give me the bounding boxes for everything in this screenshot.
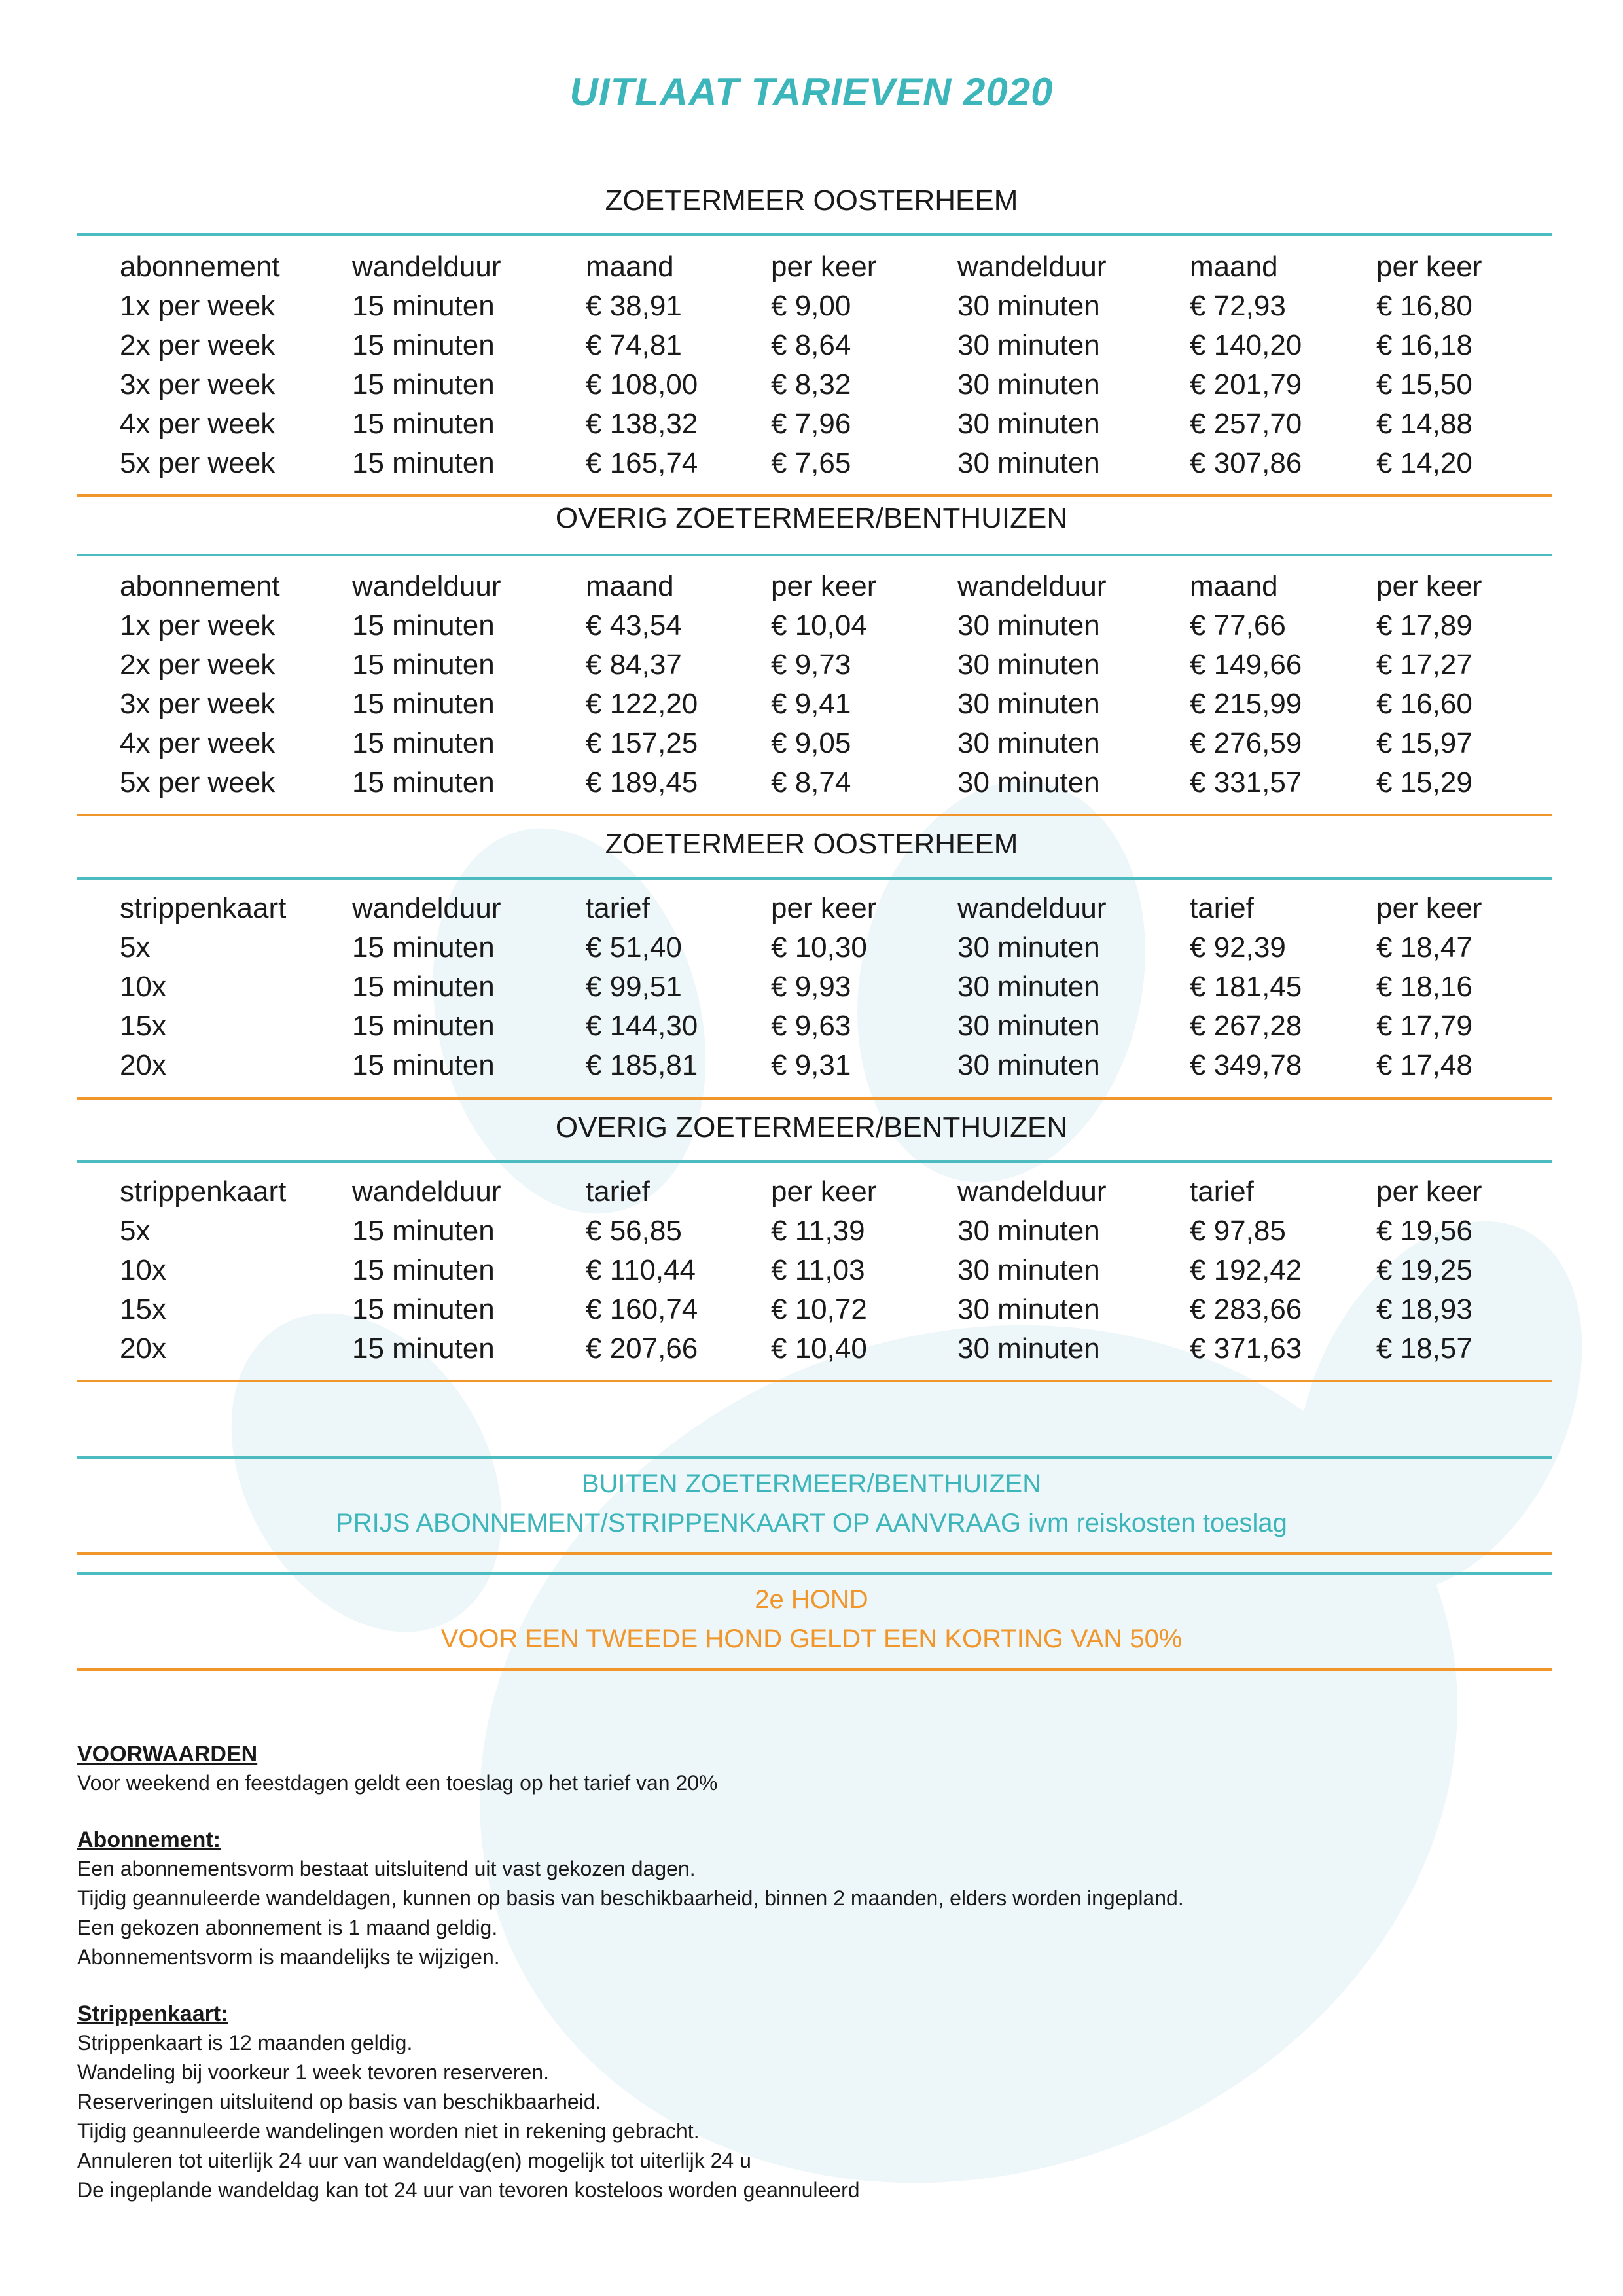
page-title: UITLAAT TARIEVEN 2020 <box>569 70 1054 114</box>
table-cell: € 9,31 <box>771 1049 851 1081</box>
table-cell: 15 minuten <box>352 688 495 720</box>
table-cell: € 51,40 <box>586 931 682 963</box>
column-header: wandelduur <box>957 1175 1107 1208</box>
table-cell: € 17,48 <box>1376 1049 1472 1081</box>
table-cell: 5x per week <box>120 766 276 798</box>
table-cell: 1x per week <box>120 609 276 641</box>
table-cell: € 9,73 <box>771 649 851 681</box>
table-cell: 15 minuten <box>352 766 495 798</box>
table-cell: € 349,78 <box>1190 1049 1302 1081</box>
outside-area-text: PRIJS ABONNEMENT/STRIPPENKAART OP AANVRAAG ivm reiskosten toeslag <box>336 1509 1287 1537</box>
column-header: maand <box>586 570 674 602</box>
table-cell: € 11,03 <box>771 1254 865 1286</box>
table-cell: € 10,72 <box>771 1293 867 1325</box>
table-cell: 30 minuten <box>957 727 1100 759</box>
column-header: wandelduur <box>352 570 501 602</box>
table-cell: € 18,93 <box>1376 1293 1472 1325</box>
table-row <box>120 606 1507 645</box>
table-cell: € 283,66 <box>1190 1293 1302 1325</box>
table-row <box>120 685 1507 724</box>
table-header-row <box>120 247 1507 287</box>
strip-table <box>120 889 1507 1085</box>
table-cell: € 38,91 <box>586 290 682 322</box>
table-row <box>120 1007 1507 1046</box>
table-header-row <box>120 567 1507 606</box>
table-cell: € 215,99 <box>1190 688 1302 720</box>
table-cell: 15 minuten <box>352 727 495 759</box>
table-cell: 10x <box>120 1254 166 1286</box>
voorwaarden-heading: VOORWAARDEN <box>77 1742 258 1767</box>
table-row <box>120 967 1507 1007</box>
table-cell: € 276,59 <box>1190 727 1302 759</box>
column-header: wandelduur <box>957 892 1107 924</box>
column-header: abonnement <box>120 251 280 283</box>
table-cell: 30 minuten <box>957 408 1100 440</box>
table-cell: 30 minuten <box>957 1049 1100 1081</box>
column-header: per keer <box>771 892 877 924</box>
table-cell: € 14,88 <box>1376 408 1472 440</box>
table-cell: € 17,79 <box>1376 1010 1472 1042</box>
table-cell: 5x <box>120 931 151 963</box>
condition-line: Annuleren tot uiterlijk 24 uur van wandeldag(en) mogelijk tot uiterlijk 24 u <box>77 2149 751 2172</box>
table-row <box>120 724 1507 763</box>
table-cell: € 138,32 <box>586 408 698 440</box>
divider <box>77 1456 1552 1459</box>
table-cell: € 257,70 <box>1190 408 1302 440</box>
table-cell: € 10,04 <box>771 609 867 641</box>
table-cell: € 19,56 <box>1376 1215 1472 1247</box>
table-cell: € 14,20 <box>1376 447 1472 479</box>
table-cell: 30 minuten <box>957 290 1100 322</box>
table-cell: 30 minuten <box>957 1293 1100 1325</box>
divider <box>77 494 1552 497</box>
column-header: tarief <box>586 892 650 924</box>
table-cell: 30 minuten <box>957 447 1100 479</box>
table-cell: 4x per week <box>120 727 276 759</box>
table-cell: 30 minuten <box>957 971 1100 1003</box>
column-header: maand <box>1190 570 1278 602</box>
column-header: per keer <box>1376 892 1482 924</box>
table-cell: 30 minuten <box>957 1254 1100 1286</box>
table-cell: € 181,45 <box>1190 971 1302 1003</box>
column-header: per keer <box>1376 1175 1482 1208</box>
table-cell: 1x per week <box>120 290 276 322</box>
table-cell: € 149,66 <box>1190 649 1302 681</box>
table-cell: € 84,37 <box>586 649 682 681</box>
rate-table <box>120 567 1507 802</box>
table-cell: 5x <box>120 1215 151 1247</box>
column-header: strippenkaart <box>120 892 287 924</box>
divider <box>77 877 1552 880</box>
column-header: wandelduur <box>957 570 1107 602</box>
table-cell: € 9,41 <box>771 688 851 720</box>
table-cell: 2x per week <box>120 649 276 681</box>
table-cell: 15 minuten <box>352 1254 495 1286</box>
column-header: maand <box>586 251 674 283</box>
table-cell: € 157,25 <box>586 727 698 759</box>
condition-line: Tijdig geannuleerde wandeldagen, kunnen op basis van beschikbaarheid, binnen 2 maanden, elders worden ingepland. <box>77 1886 1184 1910</box>
table-cell: 30 minuten <box>957 649 1100 681</box>
table-row <box>120 365 1507 404</box>
table-cell: € 17,27 <box>1376 649 1472 681</box>
table-cell: € 201,79 <box>1190 368 1302 401</box>
table-cell: € 92,39 <box>1190 931 1286 963</box>
column-header: wandelduur <box>352 892 501 924</box>
table-cell: € 99,51 <box>586 971 682 1003</box>
table-cell: € 9,93 <box>771 971 851 1003</box>
column-header: per keer <box>1376 570 1482 602</box>
table-row <box>120 928 1507 967</box>
table-cell: 15 minuten <box>352 447 495 479</box>
table-cell: € 185,81 <box>586 1049 698 1081</box>
table-cell: € 16,18 <box>1376 329 1472 361</box>
table-cell: 30 minuten <box>957 766 1100 798</box>
table-row <box>120 1046 1507 1085</box>
table-cell: 2x per week <box>120 329 276 361</box>
column-header: maand <box>1190 251 1278 283</box>
section-title: ZOETERMEER OOSTERHEEM <box>605 828 1018 860</box>
second-dog-text: VOOR EEN TWEEDE HOND GELDT EEN KORTING VAN 50% <box>440 1624 1183 1653</box>
table-cell: € 7,65 <box>771 447 851 479</box>
table-cell: 20x <box>120 1333 166 1365</box>
table-cell: 30 minuten <box>957 1333 1100 1365</box>
table-cell: € 165,74 <box>586 447 698 479</box>
condition-line: Reserveringen uitsluitend op basis van beschikbaarheid. <box>77 2090 601 2113</box>
conditions <box>77 1740 1517 2205</box>
table-cell: 3x per week <box>120 688 276 720</box>
table-cell: € 10,30 <box>771 931 867 963</box>
table-cell: € 331,57 <box>1190 766 1302 798</box>
table-cell: € 267,28 <box>1190 1010 1302 1042</box>
table-cell: 30 minuten <box>957 609 1100 641</box>
strip-table <box>120 1172 1507 1369</box>
table-cell: 15x <box>120 1293 166 1325</box>
table-cell: € 15,50 <box>1376 368 1472 401</box>
column-header: per keer <box>771 1175 877 1208</box>
table-cell: 15 minuten <box>352 368 495 401</box>
divider <box>77 1572 1552 1575</box>
table-cell: 3x per week <box>120 368 276 401</box>
table-cell: € 9,00 <box>771 290 851 322</box>
column-header: tarief <box>586 1175 650 1208</box>
abonnement-heading: Abonnement: <box>77 1827 221 1852</box>
condition-line: Wandeling bij voorkeur 1 week tevoren reserveren. <box>77 2060 549 2084</box>
table-cell: € 144,30 <box>586 1010 698 1042</box>
outside-area-heading: BUITEN ZOETERMEER/BENTHUIZEN <box>581 1469 1042 1498</box>
table-cell: € 97,85 <box>1190 1215 1286 1247</box>
divider <box>77 1552 1552 1555</box>
table-row <box>120 1211 1507 1251</box>
table-cell: 5x per week <box>120 447 276 479</box>
table-cell: € 8,74 <box>771 766 851 798</box>
table-cell: 30 minuten <box>957 368 1100 401</box>
table-cell: € 307,86 <box>1190 447 1302 479</box>
divider <box>77 1160 1552 1163</box>
column-header: strippenkaart <box>120 1175 287 1208</box>
table-cell: € 43,54 <box>586 609 682 641</box>
column-header: per keer <box>771 570 877 602</box>
table-cell: 30 minuten <box>957 329 1100 361</box>
column-header: wandelduur <box>957 251 1107 283</box>
rate-table <box>120 247 1507 483</box>
table-cell: € 9,63 <box>771 1010 851 1042</box>
condition-line: Abonnementsvorm is maandelijks te wijzigen. <box>77 1945 500 1969</box>
table-cell: 15 minuten <box>352 1215 495 1247</box>
section-title: ZOETERMEER OOSTERHEEM <box>605 185 1018 217</box>
table-cell: 10x <box>120 971 166 1003</box>
table-cell: € 189,45 <box>586 766 698 798</box>
table-row <box>120 1290 1507 1329</box>
divider <box>77 1668 1552 1671</box>
table-cell: € 18,16 <box>1376 971 1472 1003</box>
table-cell: € 18,47 <box>1376 931 1472 963</box>
table-cell: € 10,40 <box>771 1333 867 1365</box>
condition-line: De ingeplande wandeldag kan tot 24 uur van tevoren kosteloos worden geannuleerd <box>77 2178 860 2202</box>
column-header: wandelduur <box>352 1175 501 1208</box>
table-row <box>120 287 1507 326</box>
table-row <box>120 444 1507 483</box>
column-header: wandelduur <box>352 251 501 283</box>
table-cell: € 160,74 <box>586 1293 698 1325</box>
table-cell: 30 minuten <box>957 1215 1100 1247</box>
table-row <box>120 763 1507 802</box>
table-cell: € 19,25 <box>1376 1254 1472 1286</box>
condition-line: Tijdig geannuleerde wandelingen worden niet in rekening gebracht. <box>77 2119 700 2143</box>
table-cell: € 7,96 <box>771 408 851 440</box>
table-cell: 15 minuten <box>352 408 495 440</box>
table-cell: € 9,05 <box>771 727 851 759</box>
table-cell: € 17,89 <box>1376 609 1472 641</box>
column-header: per keer <box>1376 251 1482 283</box>
table-header-row <box>120 889 1507 928</box>
table-cell: 30 minuten <box>957 931 1100 963</box>
divider <box>77 1380 1552 1382</box>
table-cell: 30 minuten <box>957 1010 1100 1042</box>
condition-line: Voor weekend en feestdagen geldt een toeslag op het tarief van 20% <box>77 1771 718 1795</box>
table-row <box>120 645 1507 685</box>
table-cell: 20x <box>120 1049 166 1081</box>
table-cell: € 16,80 <box>1376 290 1472 322</box>
section-title: OVERIG ZOETERMEER/BENTHUIZEN <box>555 502 1068 534</box>
table-cell: € 16,60 <box>1376 688 1472 720</box>
divider <box>77 1097 1552 1100</box>
table-cell: 15 minuten <box>352 1293 495 1325</box>
table-row <box>120 326 1507 365</box>
table-cell: 15 minuten <box>352 931 495 963</box>
column-header: per keer <box>771 251 877 283</box>
table-cell: 15 minuten <box>352 290 495 322</box>
table-cell: € 8,64 <box>771 329 851 361</box>
table-cell: € 122,20 <box>586 688 698 720</box>
column-header: abonnement <box>120 570 280 602</box>
table-cell: € 18,57 <box>1376 1333 1472 1365</box>
divider <box>77 554 1552 556</box>
second-dog-heading: 2e HOND <box>755 1585 868 1614</box>
table-cell: € 140,20 <box>1190 329 1302 361</box>
divider <box>77 814 1552 816</box>
table-cell: € 15,97 <box>1376 727 1472 759</box>
table-cell: 15 minuten <box>352 971 495 1003</box>
condition-line: Een gekozen abonnement is 1 maand geldig. <box>77 1916 498 1939</box>
table-cell: 15x <box>120 1010 166 1042</box>
section-title: OVERIG ZOETERMEER/BENTHUIZEN <box>555 1111 1068 1143</box>
table-cell: € 72,93 <box>1190 290 1286 322</box>
table-cell: 15 minuten <box>352 329 495 361</box>
table-row <box>120 1251 1507 1290</box>
table-cell: 15 minuten <box>352 1049 495 1081</box>
table-cell: € 110,44 <box>586 1254 696 1286</box>
table-cell: € 56,85 <box>586 1215 682 1247</box>
table-cell: 15 minuten <box>352 1333 495 1365</box>
column-header: tarief <box>1190 892 1254 924</box>
table-cell: 15 minuten <box>352 1010 495 1042</box>
condition-line: Strippenkaart is 12 maanden geldig. <box>77 2031 413 2054</box>
table-header-row <box>120 1172 1507 1211</box>
table-cell: 15 minuten <box>352 609 495 641</box>
table-cell: 30 minuten <box>957 688 1100 720</box>
table-cell: € 371,63 <box>1190 1333 1302 1365</box>
table-row <box>120 1329 1507 1369</box>
column-header: tarief <box>1190 1175 1254 1208</box>
table-cell: € 77,66 <box>1190 609 1286 641</box>
condition-line: Een abonnementsvorm bestaat uitsluitend uit vast gekozen dagen. <box>77 1857 696 1880</box>
table-cell: € 11,39 <box>771 1215 865 1247</box>
table-cell: € 8,32 <box>771 368 851 401</box>
table-cell: € 15,29 <box>1376 766 1472 798</box>
table-cell: 15 minuten <box>352 649 495 681</box>
table-cell: € 74,81 <box>586 329 682 361</box>
strippenkaart-heading: Strippenkaart: <box>77 2001 228 2026</box>
divider <box>77 233 1552 236</box>
table-cell: € 108,00 <box>586 368 698 401</box>
table-row <box>120 404 1507 444</box>
table-cell: € 192,42 <box>1190 1254 1302 1286</box>
table-cell: € 207,66 <box>586 1333 698 1365</box>
table-cell: 4x per week <box>120 408 276 440</box>
